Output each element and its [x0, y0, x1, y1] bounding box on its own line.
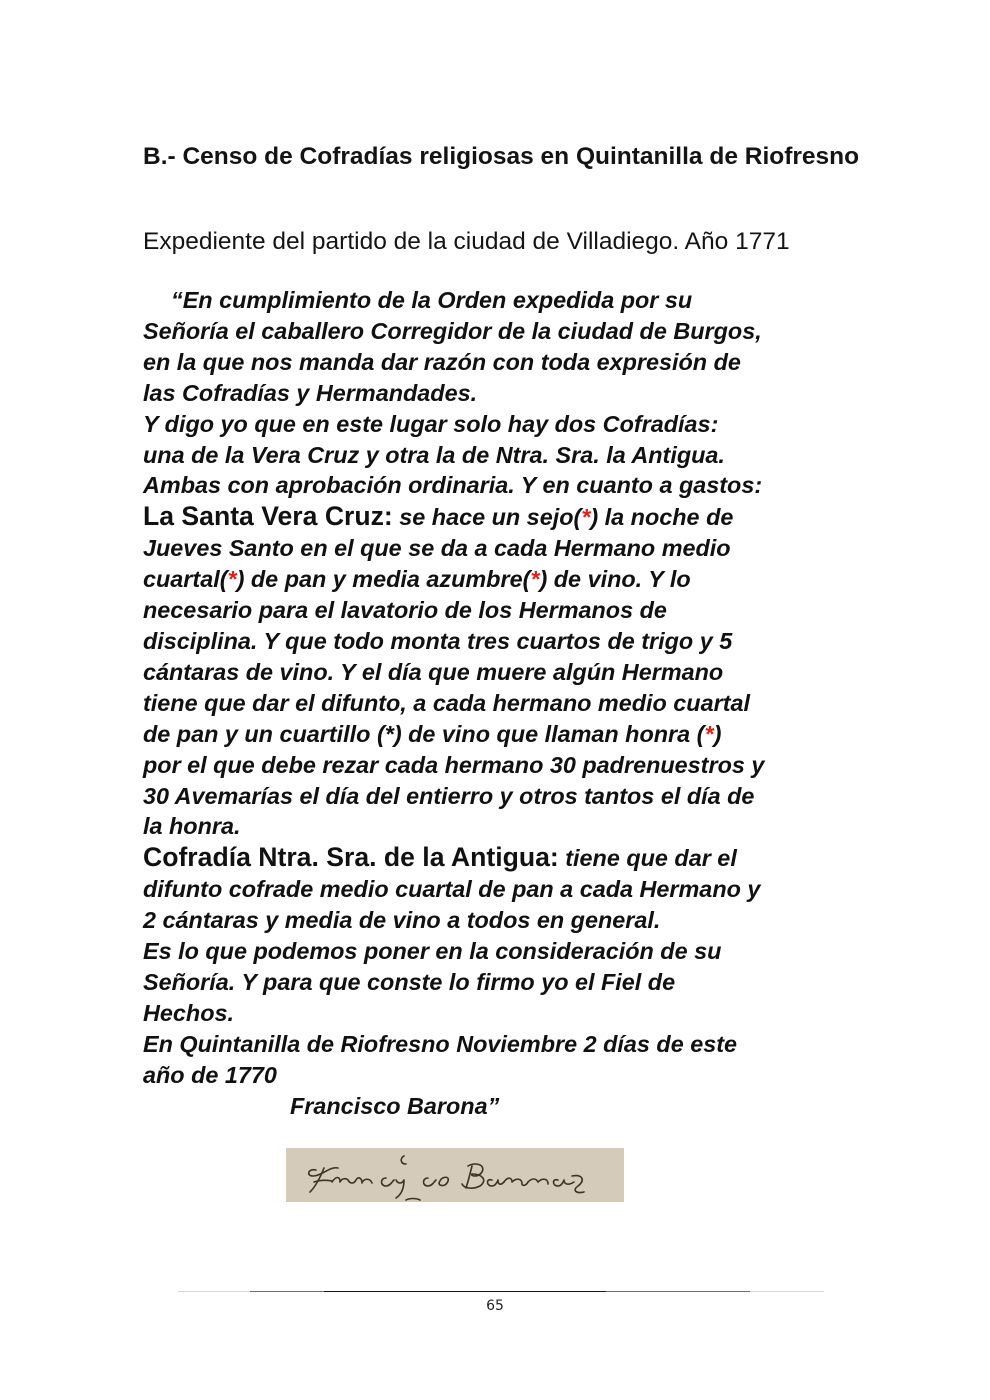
- quote-text: ) la noche de: [590, 504, 734, 531]
- handwritten-signature-image: [286, 1148, 624, 1202]
- quote-line-vera-cruz: [143, 501, 863, 533]
- antigua-heading: Cofradía Ntra. Sra. de la Antigua:: [143, 842, 559, 873]
- quote-line: en la que nos manda dar razón con toda expresión de: [143, 348, 741, 375]
- quote-text: ): [713, 720, 722, 747]
- quote-line: difunto cofrade medio cuartal de pan a cada Hermano y: [143, 876, 761, 903]
- quote-line: año de 1770: [143, 1061, 277, 1088]
- quote-line: 30 Avemarías el día del entierro y otros tantos el día de: [143, 782, 755, 809]
- section-heading: B.- Censo de Cofradías religiosas en Quintanilla de Riofresno: [143, 143, 860, 170]
- quote-line: Jueves Santo en el que se da a cada Hermano medio: [143, 535, 731, 562]
- quote-text: ) de pan y media azumbre(: [236, 566, 531, 593]
- quote-line: tiene que dar el difunto, a cada hermano medio cuartal: [143, 689, 750, 716]
- footer-rule: [178, 1291, 824, 1292]
- quote-text: se hace un sejo(: [392, 504, 582, 531]
- document-subtitle: Expediente del partido de la ciudad de Villadiego. Año 1771: [143, 228, 790, 255]
- signer-name: Francisco Barona”: [290, 1092, 500, 1119]
- vera-cruz-heading: La Santa Vera Cruz:: [143, 501, 393, 532]
- quote-line: una de la Vera Cruz y otra la de Ntra. Sra. la Antigua.: [143, 441, 725, 468]
- quote-line: las Cofradías y Hermandades.: [143, 379, 478, 406]
- quote-line: disciplina. Y que todo monta tres cuartos de trigo y 5: [143, 627, 733, 654]
- quote-line: Ambas con aprobación ordinaria. Y en cuanto a gastos:: [143, 472, 763, 499]
- quote-line: Hechos.: [143, 999, 234, 1026]
- page-number: 65: [486, 1298, 504, 1314]
- quote-line-antigua: [143, 842, 863, 874]
- quote-line: por el que debe rezar cada hermano 30 padrenuestros y: [143, 751, 765, 778]
- quote-line: Señoría. Y para que conste lo firmo yo el Fiel de: [143, 968, 676, 995]
- quote-line: Señoría el caballero Corregidor de la ciudad de Burgos,: [143, 317, 762, 344]
- quoted-transcription: [143, 285, 863, 1121]
- quote-text: ) de vino. Y lo: [539, 566, 691, 593]
- quote-line: Es lo que podemos poner en la consideración de su: [143, 938, 722, 965]
- quote-line: “En cumplimiento de la Orden expedida por su: [171, 287, 693, 313]
- quote-line: En Quintanilla de Riofresno Noviembre 2 días de este: [143, 1030, 738, 1057]
- quote-text: de pan y un cuartillo (*) de vino que llaman honra (: [143, 720, 705, 747]
- asterisk-marker: *: [581, 504, 591, 531]
- quote-line: cántaras de vino. Y el día que muere algún Hermano: [143, 658, 724, 685]
- quote-line: [143, 564, 863, 595]
- quote-text: tiene que dar el: [558, 845, 737, 872]
- quote-line: 2 cántaras y media de vino a todos en general.: [143, 907, 661, 934]
- quote-line: [143, 719, 863, 750]
- asterisk-marker: *: [530, 566, 540, 593]
- quote-line: Y digo yo que en este lugar solo hay dos Cofradías:: [143, 410, 719, 437]
- quote-line: necesario para el lavatorio de los Hermanos de: [143, 597, 667, 624]
- asterisk-marker: *: [227, 566, 237, 593]
- asterisk-marker: *: [704, 720, 714, 747]
- quote-line: la honra.: [143, 813, 241, 840]
- quote-text: cuartal(: [143, 566, 228, 593]
